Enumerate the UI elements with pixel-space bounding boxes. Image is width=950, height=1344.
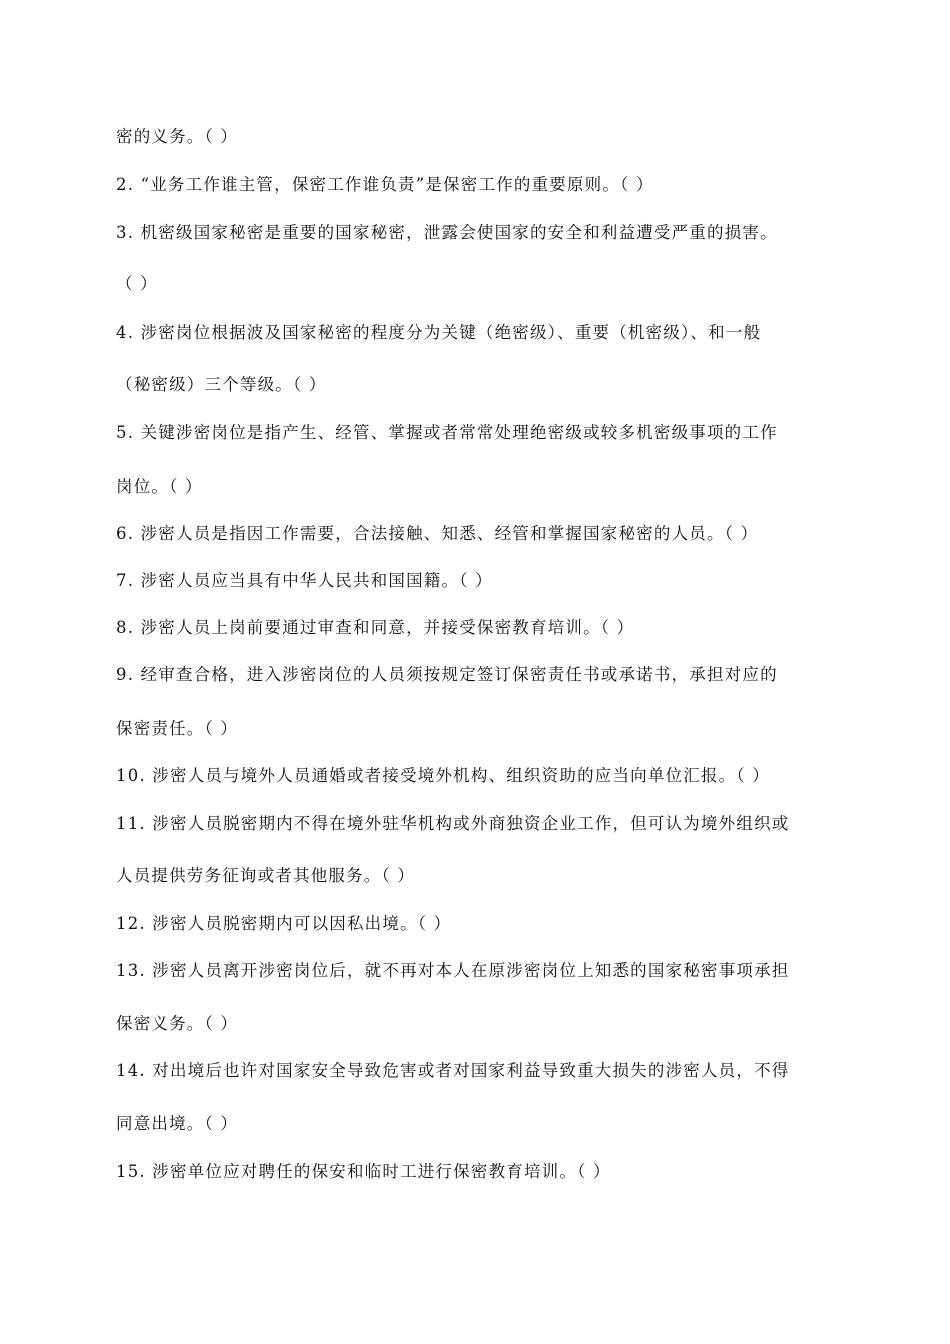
question-13-continued: 保密义务。（ ） xyxy=(116,1014,239,1033)
question-11-continued: 人员提供劳务征询或者其他服务。（ ） xyxy=(116,866,416,885)
question-3-continued: （ ） xyxy=(116,274,158,293)
question-5: 5. 关键涉密岗位是指产生、经管、掌握或者常常处理绝密级或较多机密级事项的工作 xyxy=(116,423,778,442)
question-6: 6. 涉密人员是指因工作需要，合法接触、知悉、经管和掌握国家秘密的人员。（ ） xyxy=(116,524,759,543)
question-13: 13. 涉密人员离开涉密岗位后，就不再对本人在原涉密岗位上知悉的国家秘密事项承担 xyxy=(116,961,790,980)
question-4: 4. 涉密岗位根据波及国家秘密的程度分为关键（绝密级）、重要（机密级）、和一般 xyxy=(116,323,762,342)
question-3: 3. 机密级国家秘密是重要的国家秘密，泄露会使国家的安全和利益遭受严重的损害。 xyxy=(116,223,778,242)
question-10: 10. 涉密人员与境外人员通婚或者接受境外机构、组织资助的应当向单位汇报。（ ） xyxy=(116,766,770,785)
question-7: 7. 涉密人员应当具有中华人民共和国国籍。（ ） xyxy=(116,571,493,590)
question-11: 11. 涉密人员脱密期内不得在境外驻华机构或外商独资企业工作，但可认为境外组织或 xyxy=(116,814,790,833)
question-14-continued: 同意出境。（ ） xyxy=(116,1114,239,1133)
question-14: 14. 对出境后也许对国家安全导致危害或者对国家利益导致重大损失的涉密人员，不得 xyxy=(116,1061,790,1080)
question-4-continued: （秘密级）三个等级。（ ） xyxy=(116,375,327,394)
question-12: 12. 涉密人员脱密期内可以因私出境。（ ） xyxy=(116,914,452,933)
question-2: 2. “业务工作谁主管，保密工作谁负责”是保密工作的重要原则。（ ） xyxy=(116,175,654,194)
question-8: 8. 涉密人员上岗前要通过审查和同意，并接受保密教育培训。（ ） xyxy=(116,618,635,637)
question-15: 15. 涉密单位应对聘任的保安和临时工进行保密教育培训。（ ） xyxy=(116,1162,611,1181)
question-9: 9. 经审查合格，进入涉密岗位的人员须按规定签订保密责任书或承诺书，承担对应的 xyxy=(116,665,778,684)
text-line: 密的义务。（ ） xyxy=(116,127,239,146)
question-9-continued: 保密责任。（ ） xyxy=(116,719,239,738)
question-5-continued: 岗位。（ ） xyxy=(116,477,203,496)
